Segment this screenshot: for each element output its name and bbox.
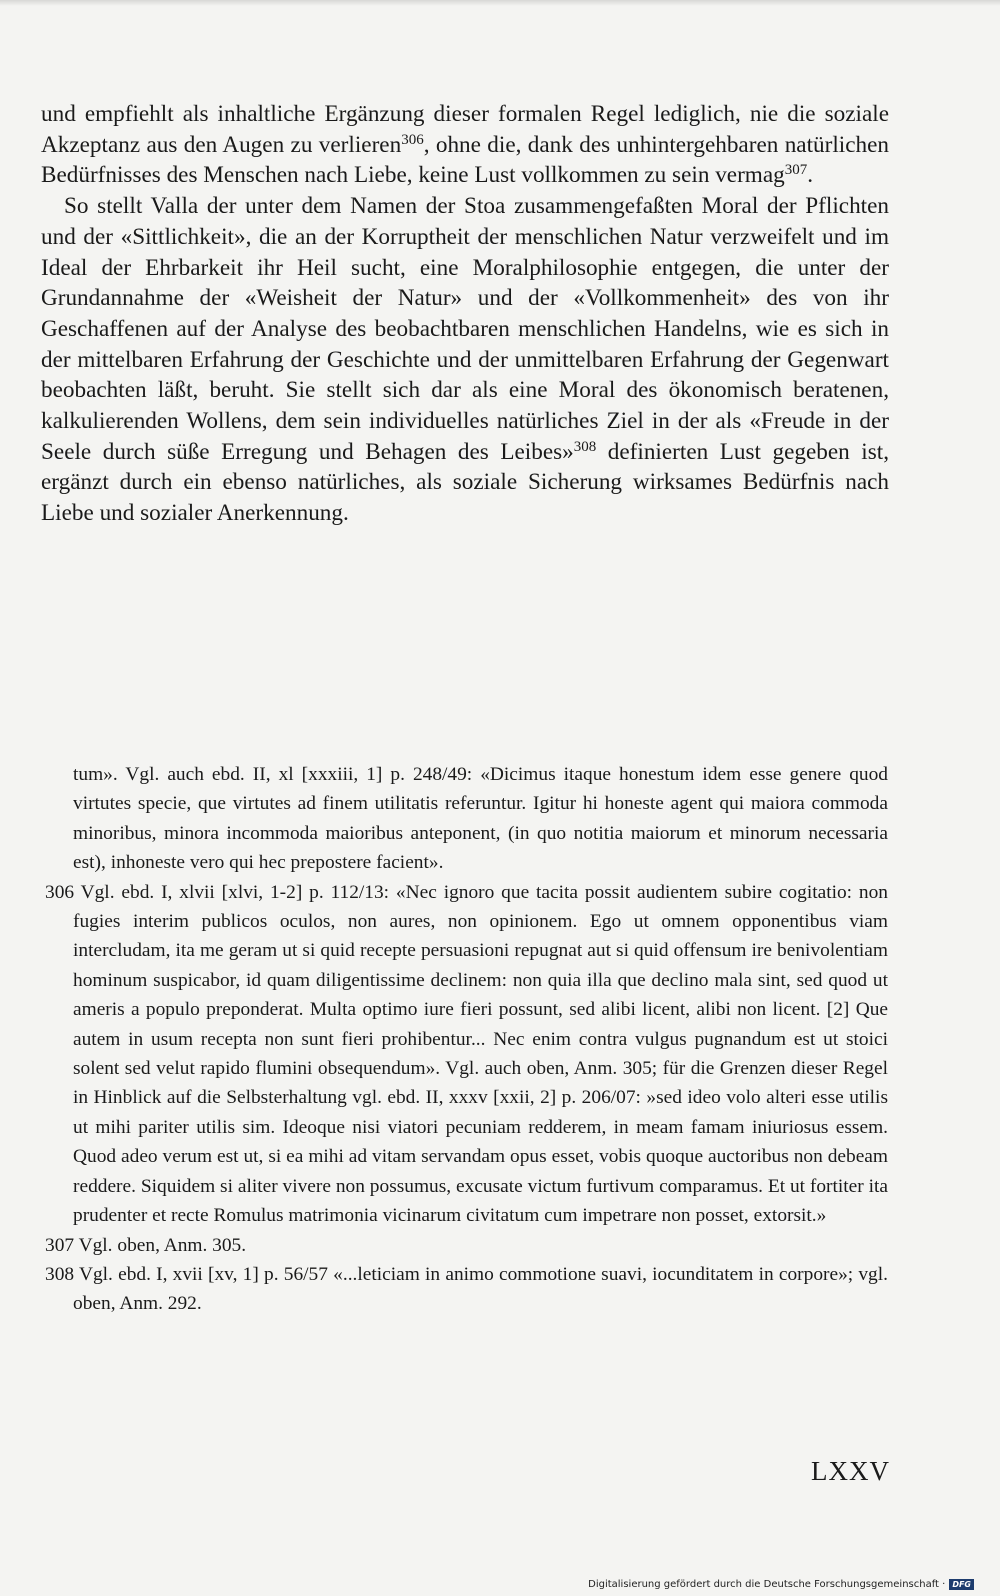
footnote-number: 306 [45, 881, 75, 903]
footnote-ref-306[interactable]: 306 [401, 131, 424, 148]
footnote-ref-308[interactable]: 308 [573, 438, 597, 455]
footnote-number: 307 [45, 1234, 75, 1256]
dfg-logo: DFG [949, 1579, 974, 1590]
footnote-308 [45, 1260, 888, 1319]
footnote-text: Vgl. ebd. I, xlvii [xlvi, 1-2] p. 112/13: «Nec ignoro que tacita possit audientem subire cogitatio: non fugies interim publicos oculos, non aures, non opinionem. Ego ut omnem opponentibus viam intercludam, ita me geram ut si quid recepte persuasioni repugnat aut si quid offensum ire benivolentiam hominum suspicabor, id quam diligentissime declinem: non quia illa que declino mala sint, sed quod ut ameris a populo preponderat. Multa optimo iure fieri possunt, sed alibi licent, alibi non licent. [2] Que autem in usum recepta non sunt fieri prohibentur... Nec enim contra vulgus pugnandum est ut stoici solent sed velut rapido flumini obsequendum». Vgl. auch oben, Anm. 305; für die Grenzen dieser Regel in Hinblick auf die Selbsterhaltung vgl. ebd. II, xxxv [xxii, 2] p. 206/07: »sed ideo volo alteri esse utilis ut mihi pariter utilis sim. Ideoque nisi viatori pecuniam redderem, in meam famam iniuriosus essem. Quod adeo verum est ut, si ea mihi ad vitam servandam opus esset, vobis quoque auctoribus non debeam reddere. Siquidem si aliter vivere non possumus, excusate victum furtivum comparamus. Et ut fortiter ita prudenter et recte Romulus matrimonia vicinarum civitatum cum impetrare non posset, extorsit.» [73, 881, 889, 1227]
page-number: LXXV [811, 1456, 890, 1486]
footnote-number: 308 [45, 1263, 75, 1285]
footnote-306 [45, 878, 888, 1231]
footnote-text: Vgl. ebd. I, xvii [xv, 1] p. 56/57 «...leticiam in animo commotione suavi, iocunditatem in corpore»; vgl. oben, Anm. 292. [73, 1263, 888, 1315]
footnote-continuation: tum». Vgl. auch ebd. II, xl [xxxiii, 1] p. 248/49: «Dicimus itaque honestum idem esse genere quod virtutes specie, que virtutes ad finem utilitatis referuntur. Igitur hi honeste agent qui maiora commoda minoribus, minora incommoda maioribus anteponent, (in quo notitia maiorum et minorum necessaria est), inhoneste vero qui hec prepostere facient». [73, 764, 888, 874]
footnote-text: Vgl. oben, Anm. 305. [78, 1234, 247, 1256]
footnote-ref-307[interactable]: 307 [784, 162, 808, 179]
credit-text: Digitalisierung gefördert durch die Deutsche Forschungsgemeinschaft · [588, 1579, 946, 1590]
paragraph-2: So stellt Valla der unter dem Namen der Stoa zusammengefaßten Moral der Pflichten und der «Sittlichkeit», die an der Korruptheit der menschlichen Natur verzweifelt und im Ideal der Ehrbarkeit ihr Heil sucht, eine Moralphilosophie entgegen, die unter der Grundannahme der «Weisheit der Natur» und der «Vollkommenheit» des von ihr Geschaffenen auf der Analyse des beobachtbaren menschlichen Handelns, wie es sich in der mittelbaren Erfahrung der Geschichte und der unmittelbaren Erfahrung der Gegenwart beobachten läßt, beruht. Sie stellt sich dar als eine Moral des ökonomisch beratenen, kalkulierenden Wollens, dem sein individuelles natürliches Ziel in der als «Freude in der Seele durch süße Erregung und Behagen des Leibes»$^{308}$ definierten Lust gegeben ist, ergänzt durch ein ebenso natürliches, als soziale Sicherung wirksames Bedürfnis nach Liebe und sozialer Anerkennung. [41, 193, 889, 527]
paragraph-1: und empfiehlt als inhaltliche Ergänzung dieser formalen Regel lediglich, nie die soziale Akzeptanz aus den Augen zu verlieren$^{306}$, ohne die, dank des unhintergehbaren natürlichen Bedürfnisses des Menschen nach Liebe, keine Lust vollkommen zu sein vermag$^{307}$. [41, 101, 889, 189]
footnote-307 [45, 1231, 888, 1260]
scan-edge [0, 0, 1000, 6]
digitization-credit [588, 1579, 974, 1590]
footnotes [45, 760, 888, 1319]
main-text [41, 99, 889, 529]
